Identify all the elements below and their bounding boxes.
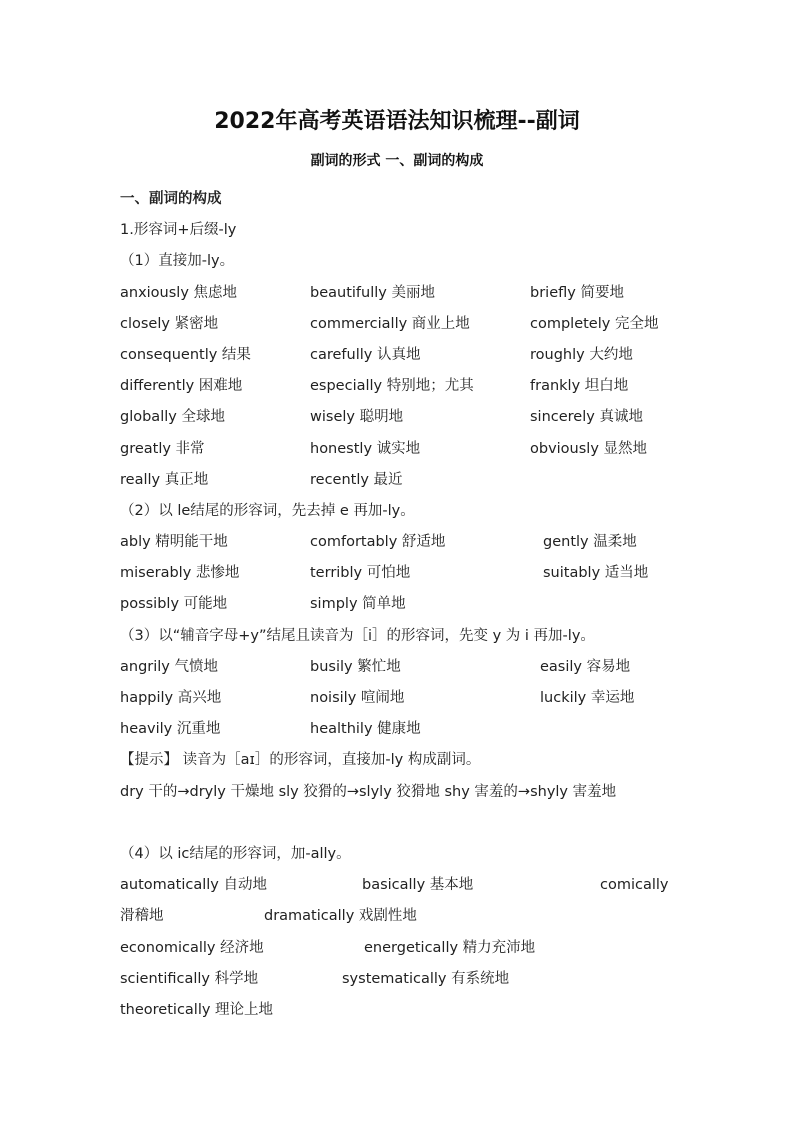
word-entry: energetically 精力充沛地	[364, 939, 536, 956]
word-entry: healthily 健康地	[310, 721, 421, 738]
subrule-1: （1）直接加-ly。	[120, 253, 235, 270]
word-entry: comically	[600, 877, 669, 894]
word-row	[120, 870, 690, 901]
word-entry: dramatically 戏剧性地	[264, 908, 417, 925]
word-entry: heavily 沉重地	[120, 721, 221, 738]
word-entry: 滑稽地	[120, 908, 164, 925]
word-row	[120, 278, 690, 309]
page-subtitle: 副词的形式 一、副词的构成	[310, 153, 484, 169]
word-row	[120, 371, 690, 402]
word-entry: happily 高兴地	[120, 690, 222, 706]
word-entry: scientifically 科学地	[120, 970, 259, 987]
word-entry: busily 繁忙地	[310, 658, 401, 675]
word-entry: wisely 聪明地	[310, 409, 404, 426]
word-list-group-2	[120, 527, 690, 621]
word-row	[120, 402, 690, 433]
word-entry: anxiously 焦虑地	[120, 284, 238, 301]
word-entry: simply 简单地	[310, 596, 406, 613]
word-entry: differently 困难地	[120, 378, 243, 395]
word-entry: terribly 可怕地	[310, 565, 411, 582]
word-list-group-3	[120, 652, 690, 746]
word-entry: automatically 自动地	[120, 877, 267, 894]
word-entry: noisily 喧闹地	[310, 690, 405, 706]
word-row	[120, 964, 690, 995]
word-entry: sincerely 真诚地	[530, 409, 643, 426]
word-entry: obviously 显然地	[530, 440, 648, 457]
word-entry: closely 紧密地	[120, 315, 219, 332]
word-entry: beautifully 美丽地	[310, 284, 435, 301]
word-entry: frankly 坦白地	[530, 378, 629, 395]
word-entry: comfortably 舒适地	[310, 534, 446, 551]
word-entry: easily 容易地	[540, 658, 631, 675]
word-row	[120, 589, 690, 620]
word-entry: systematically 有系统地	[342, 970, 510, 987]
word-entry: miserably 悲惨地	[120, 565, 240, 582]
word-entry: suitably 适当地	[543, 565, 649, 582]
page-title: 2022年高考英语语法知识梳理--副词	[214, 109, 580, 134]
tip-example: dry 干的→dryly 干燥地 sly 狡猾的→slyly 狡猾地 shy 害羞的→shyly 害羞地	[120, 783, 617, 800]
word-row	[120, 527, 690, 558]
word-entry: greatly 非常	[120, 440, 205, 457]
word-row	[120, 309, 690, 340]
word-row	[120, 434, 690, 465]
word-entry: luckily 幸运地	[540, 690, 635, 706]
word-list-group-1	[120, 278, 690, 496]
word-entry: completely 完全地	[530, 315, 659, 332]
word-entry: roughly 大约地	[530, 346, 633, 363]
word-row	[120, 558, 690, 589]
word-row	[120, 465, 690, 496]
word-row	[120, 714, 690, 745]
word-entry: economically 经济地	[120, 939, 264, 956]
word-entry: especially 特别地；尤其	[310, 378, 474, 395]
word-entry: gently 温柔地	[543, 534, 637, 551]
word-entry: briefly 简要地	[530, 284, 624, 301]
word-entry: really 真正地	[120, 471, 209, 488]
word-row	[120, 995, 690, 1026]
rule-heading: 1.形容词+后缀-ly	[120, 222, 237, 239]
subrule-2: （2）以 le结尾的形容词，先去掉 e 再加-ly。	[120, 502, 415, 519]
word-entry: globally 全球地	[120, 409, 225, 426]
word-entry: basically 基本地	[362, 877, 474, 894]
document-body	[120, 184, 690, 1026]
word-entry: honestly 诚实地	[310, 440, 421, 457]
word-entry: carefully 认真地	[310, 346, 421, 363]
word-row	[120, 340, 690, 371]
word-row	[120, 901, 690, 932]
word-entry: theoretically 理论上地	[120, 1001, 274, 1018]
word-entry: recently 最近	[310, 471, 403, 488]
subrule-4: （4）以 ic结尾的形容词，加-ally。	[120, 845, 351, 862]
word-entry: ably 精明能干地	[120, 534, 228, 551]
word-row	[120, 933, 690, 964]
tip-line: 【提示】 读音为［aɪ］的形容词，直接加-ly 构成副词。	[120, 752, 481, 769]
word-row	[120, 652, 690, 683]
section-heading: 一、副词的构成	[120, 191, 222, 207]
subrule-3: （3）以“辅音字母+y”结尾且读音为［i］的形容词，先变 y 为 i 再加-ly。	[120, 627, 595, 644]
word-row	[120, 683, 690, 714]
word-entry: angrily 气愤地	[120, 658, 218, 675]
word-entry: commercially 商业上地	[310, 315, 470, 332]
word-entry: consequently 结果	[120, 346, 251, 363]
word-entry: possibly 可能地	[120, 596, 228, 613]
